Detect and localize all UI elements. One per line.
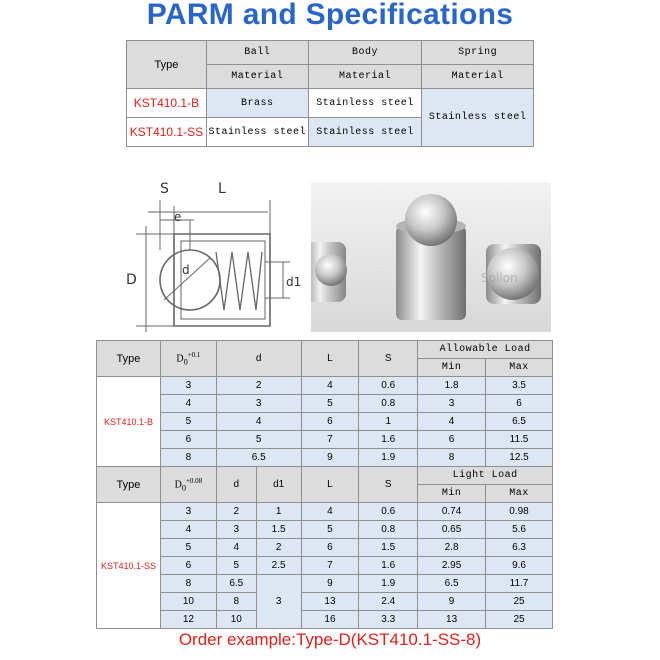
type-cell: KST410.1-B <box>97 377 161 467</box>
s-header: S <box>359 467 418 503</box>
spec-table <box>96 340 553 629</box>
max-cell: 12.5 <box>486 449 553 467</box>
max-cell: 6 <box>486 395 553 413</box>
ball-material-header: Material <box>206 65 308 89</box>
d-cell: 6.5 <box>216 449 301 467</box>
l-cell: 4 <box>301 377 359 395</box>
l-cell: 7 <box>301 557 359 575</box>
l-cell: 6 <box>301 539 359 557</box>
l-cell: 6 <box>301 413 359 431</box>
d1-cell: 2 <box>256 539 301 557</box>
min-cell: 9 <box>418 593 486 611</box>
s-cell: 1.9 <box>359 449 418 467</box>
table-row <box>97 431 553 449</box>
d-tolerance-cell: 4 <box>160 521 216 539</box>
max-cell: 25 <box>486 593 553 611</box>
ball-material-cell: Stainless steel <box>206 118 308 147</box>
d-header: d <box>216 467 256 503</box>
min-cell: 6 <box>418 431 486 449</box>
min-cell: 2.95 <box>418 557 486 575</box>
type-cell: KST410.1-B <box>127 89 207 118</box>
s-cell: 1.9 <box>359 575 418 593</box>
max-cell: 6.5 <box>486 413 553 431</box>
d-tolerance-cell: 3 <box>160 503 216 521</box>
min-cell: 0.65 <box>418 521 486 539</box>
max-header: Max <box>486 485 553 503</box>
table-row <box>97 377 553 395</box>
type-header: Type <box>97 467 161 503</box>
d-tolerance-cell: 12 <box>160 611 216 629</box>
s-cell: 3.3 <box>359 611 418 629</box>
d1-cell: 2.5 <box>256 557 301 575</box>
body-material-cell: Stainless steel <box>308 118 422 147</box>
technical-drawing <box>108 176 304 332</box>
page-title: PARM and Specifications <box>146 0 514 31</box>
l-cell: 9 <box>301 575 359 593</box>
spring-material-header: Material <box>422 65 534 89</box>
l-cell: 13 <box>301 593 359 611</box>
d-tolerance-cell: 5 <box>160 539 216 557</box>
d-cell: 10 <box>216 611 256 629</box>
material-table <box>126 40 534 147</box>
s-cell: 0.6 <box>359 377 418 395</box>
max-cell: 25 <box>486 611 553 629</box>
s-cell: 0.6 <box>359 503 418 521</box>
d-cell: 4 <box>216 539 256 557</box>
drawing-label-d: D <box>126 272 137 288</box>
min-header: Min <box>418 485 486 503</box>
photo-watermark: Sollon <box>481 271 518 285</box>
l-cell: 16 <box>301 611 359 629</box>
s-cell: 1.6 <box>359 557 418 575</box>
table-row <box>97 557 553 575</box>
body-header: Body <box>308 41 422 65</box>
s-cell: 2.4 <box>359 593 418 611</box>
table-row <box>97 503 553 521</box>
ball-material-cell: Brass <box>206 89 308 118</box>
max-cell: 6.3 <box>486 539 553 557</box>
table-row <box>97 593 553 611</box>
max-cell: 11.7 <box>486 575 553 593</box>
s-cell: 0.8 <box>359 521 418 539</box>
d-cell: 5 <box>216 431 301 449</box>
d-tolerance-cell: 8 <box>160 449 216 467</box>
ball-header: Ball <box>206 41 308 65</box>
type-header: Type <box>127 41 207 89</box>
l-cell: 5 <box>301 395 359 413</box>
d-cell: 3 <box>216 395 301 413</box>
d-tolerance-cell: 6 <box>160 557 216 575</box>
product-photo <box>311 182 551 332</box>
min-header: Min <box>418 359 486 377</box>
s-cell: 0.8 <box>359 395 418 413</box>
d-tolerance-cell: 3 <box>160 377 216 395</box>
d-tolerance-cell: 10 <box>160 593 216 611</box>
min-cell: 8 <box>418 449 486 467</box>
type-cell: KST410.1-SS <box>127 118 207 147</box>
d1-cell: 3 <box>256 575 301 629</box>
d-tolerance-cell: 6 <box>160 431 216 449</box>
d-cell: 3 <box>216 521 256 539</box>
max-cell: 9.6 <box>486 557 553 575</box>
d1-cell: 1.5 <box>256 521 301 539</box>
d1-cell: 1 <box>256 503 301 521</box>
max-cell: 3.5 <box>486 377 553 395</box>
table-row <box>97 521 553 539</box>
min-cell: 4 <box>418 413 486 431</box>
l-header: L <box>301 467 359 503</box>
l-cell: 5 <box>301 521 359 539</box>
table-row <box>97 539 553 557</box>
d-header: d <box>216 341 301 377</box>
table-row <box>97 575 553 593</box>
table-row <box>97 611 553 629</box>
d-cell: 6.5 <box>216 575 256 593</box>
l-cell: 9 <box>301 449 359 467</box>
s-cell: 1.5 <box>359 539 418 557</box>
light-load-header: Light Load <box>418 467 553 485</box>
s-cell: 1.6 <box>359 431 418 449</box>
l-cell: 7 <box>301 431 359 449</box>
d-cell: 2 <box>216 377 301 395</box>
drawing-label-s: S <box>160 181 169 197</box>
drawing-label-d1: d1 <box>286 275 302 289</box>
spring-header: Spring <box>422 41 534 65</box>
d-tolerance-header: $D_0^{+0.1}$ <box>160 341 216 377</box>
d-cell: 5 <box>216 557 256 575</box>
table-row <box>97 395 553 413</box>
max-cell: 11.5 <box>486 431 553 449</box>
order-example: Order example:Type-D(KST410.1-SS-8) <box>178 630 482 649</box>
d-tolerance-header: $D_0^{+0.08}$ <box>160 467 216 503</box>
d-tolerance-cell: 5 <box>160 413 216 431</box>
min-cell: 6.5 <box>418 575 486 593</box>
min-cell: 13 <box>418 611 486 629</box>
min-cell: 1.8 <box>418 377 486 395</box>
type-cell: KST410.1-SS <box>97 503 161 629</box>
d1-header: d1 <box>256 467 301 503</box>
d-tolerance-cell: 4 <box>160 395 216 413</box>
drawing-label-e: e <box>174 210 182 224</box>
table-row <box>97 413 553 431</box>
min-cell: 3 <box>418 395 486 413</box>
body-material-header: Material <box>308 65 422 89</box>
d-cell: 8 <box>216 593 256 611</box>
d-cell: 2 <box>216 503 256 521</box>
type-header: Type <box>97 341 161 377</box>
max-header: Max <box>486 359 553 377</box>
allowable-load-header: Allowable Load <box>418 341 553 359</box>
max-cell: 5.6 <box>486 521 553 539</box>
spring-material-cell: Stainless steel <box>422 89 534 147</box>
s-cell: 1 <box>359 413 418 431</box>
max-cell: 0.98 <box>486 503 553 521</box>
min-cell: 0.74 <box>418 503 486 521</box>
d-tolerance-cell: 8 <box>160 575 216 593</box>
table-row <box>97 449 553 467</box>
l-cell: 4 <box>301 503 359 521</box>
body-material-cell: Stainless steel <box>308 89 422 118</box>
drawing-label-l: L <box>218 181 226 197</box>
d-cell: 4 <box>216 413 301 431</box>
drawing-label-ball-d: d <box>182 263 190 277</box>
min-cell: 2.8 <box>418 539 486 557</box>
s-header: S <box>359 341 418 377</box>
l-header: L <box>301 341 359 377</box>
